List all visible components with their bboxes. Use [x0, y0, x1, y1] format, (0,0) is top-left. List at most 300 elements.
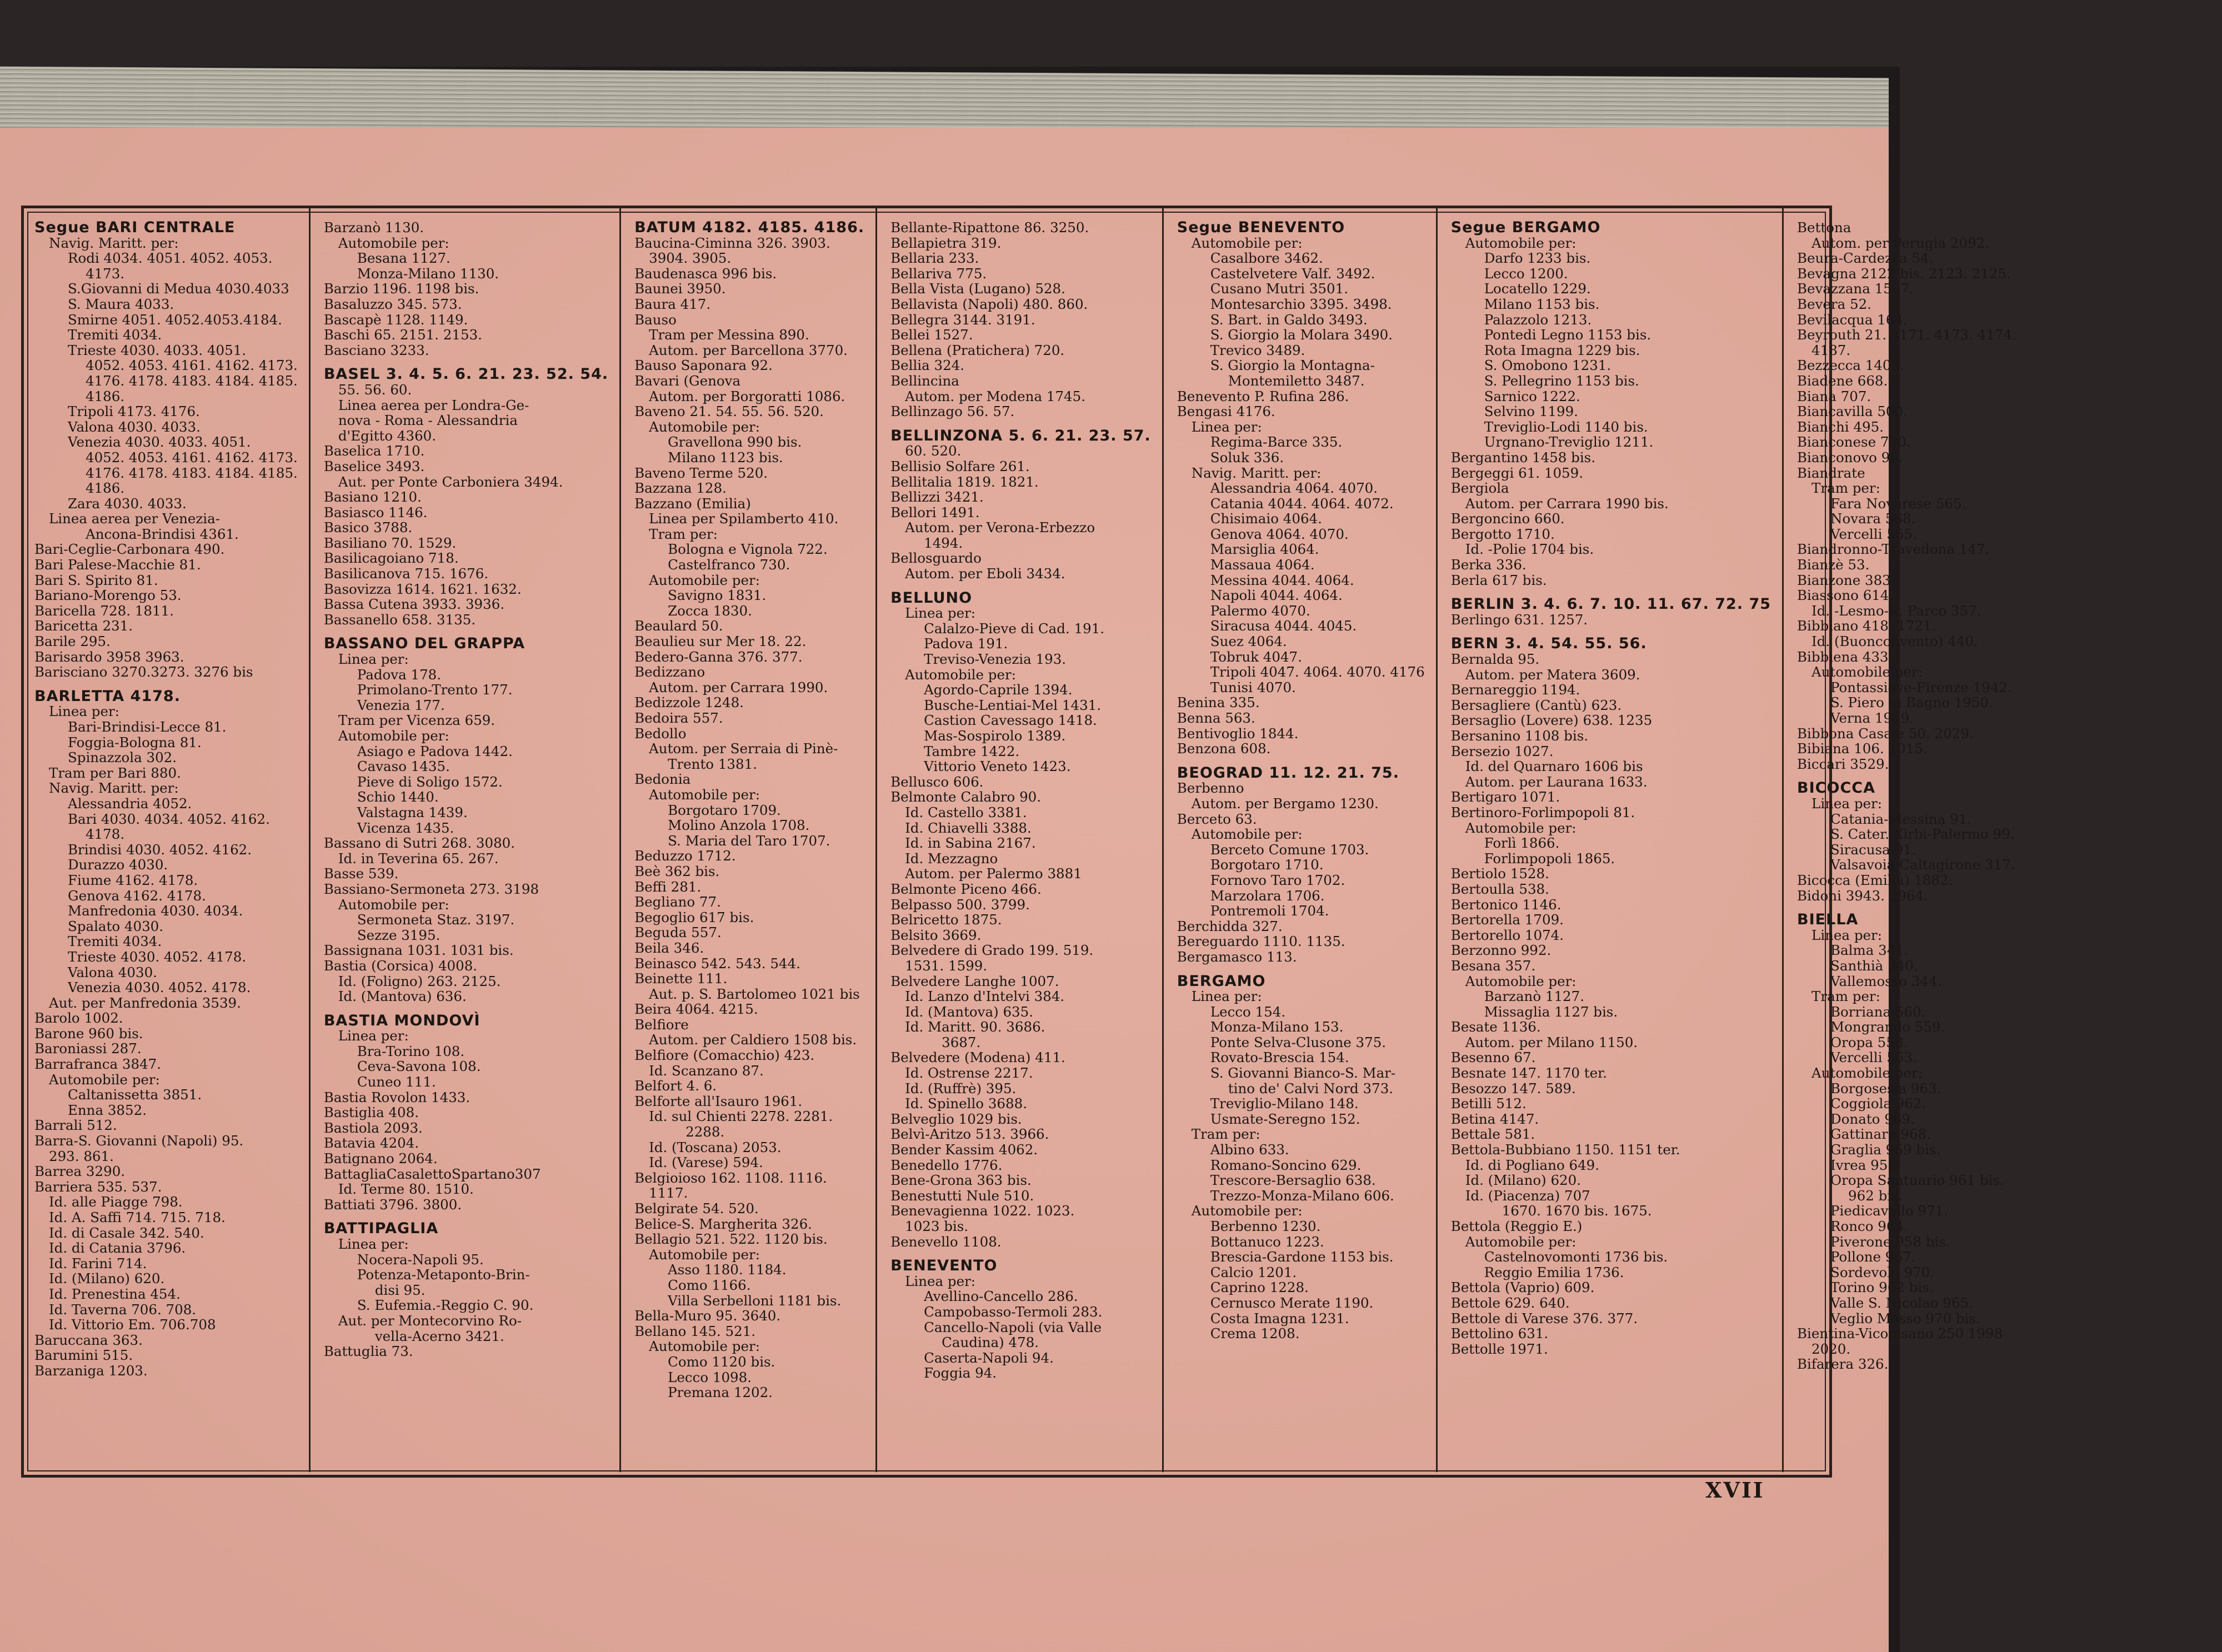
index-entry: Bianconovo 96.	[1797, 449, 1903, 465]
index-entry: vella-Acerno 3421.	[374, 1328, 504, 1344]
index-entry: Bevilacqua 164.	[1797, 311, 1908, 328]
index-entry: Linea per Spilamberto 410.	[649, 510, 839, 527]
index-entry: Spinazzola 302.	[68, 749, 177, 766]
index-entry: Tram per Messina 890.	[649, 327, 809, 343]
index-entry: Palermo 4070.	[1210, 602, 1310, 619]
index-entry: Autom. per Bergamo 1230.	[1191, 795, 1379, 812]
index-entry: Tram per:	[649, 525, 718, 542]
index-entry: Bettole 629. 640.	[1450, 1294, 1570, 1311]
index-entry: S. Maria del Taro 1707.	[668, 832, 830, 849]
index-entry: Montesarchio 3395. 3498.	[1210, 296, 1392, 312]
index-entry: Beè 362 bis.	[634, 863, 720, 879]
index-entry: 1531. 1599.	[905, 957, 988, 974]
index-entry: Linea per:	[1191, 988, 1262, 1005]
index-entry: Beyrouth 21. 4171. 4173. 4174.	[1797, 327, 2016, 343]
index-entry: Navig. Maritt. per:	[49, 780, 179, 797]
index-entry: Alessandria 4064. 4070.	[1210, 480, 1378, 497]
index-entry: Automobile per:	[1191, 826, 1303, 843]
index-entry: Id. Taverna 706. 708.	[49, 1301, 197, 1318]
index-entry: Venezia 4030. 4052. 4178.	[68, 979, 251, 996]
index-entry: Borgotaro 1709.	[668, 802, 781, 818]
index-entry: Rodi 4034. 4051. 4052. 4053.	[68, 250, 273, 267]
index-entry: Bettola-Bubbiano 1150. 1151 ter.	[1450, 1142, 1680, 1158]
index-entry: Urgnano-Treviglio 1211.	[1484, 434, 1654, 450]
index-entry: Caltanissetta 3851.	[68, 1087, 202, 1103]
index-entry: Bernalda 95.	[1450, 651, 1540, 668]
index-entry: Bergeggi 61. 1059.	[1450, 464, 1583, 481]
index-entry: Beaulard 50.	[634, 618, 723, 634]
index-entry: Id. (Mantova) 636.	[338, 988, 467, 1005]
index-entry: Caudina) 478.	[942, 1334, 1039, 1351]
index-entry: Barolo 1002.	[34, 1010, 123, 1027]
index-entry: Besate 1136.	[1450, 1019, 1541, 1035]
index-heading: BELLINZONA 5. 6. 21. 23. 57.	[890, 427, 1151, 444]
index-entry: Santhià 340.	[1830, 957, 1918, 974]
index-entry: Id. A. Saffi 714. 715. 718.	[49, 1209, 226, 1225]
index-entry: Bengasi 4176.	[1177, 403, 1275, 420]
index-entry: Bettola (Vaprio) 609.	[1450, 1279, 1595, 1296]
index-entry: tino de' Calvi Nord 373.	[1228, 1080, 1394, 1097]
index-entry: Piedicavallo 971.	[1830, 1203, 1948, 1219]
index-entry: Genova 4162. 4178.	[68, 887, 206, 904]
index-entry: S. Piero in Bagno 1950.	[1830, 694, 1993, 711]
index-entry: 962 bis.	[1848, 1187, 1903, 1204]
index-entry: Automobile per:	[649, 418, 760, 435]
index-entry: Vercelli 565.	[1830, 525, 1917, 542]
index-entry: Milano 1153 bis.	[1484, 296, 1600, 312]
index-entry: Barumini 515.	[34, 1347, 133, 1364]
index-entry: Padova 191.	[924, 635, 1008, 652]
index-entry: Pontedi Legno 1153 bis.	[1484, 327, 1652, 343]
index-entry: Tram per:	[1811, 480, 1880, 497]
index-entry: Selvino 1199.	[1484, 403, 1578, 420]
index-entry: Veglio Mosso 970 bis.	[1830, 1310, 1980, 1326]
index-entry: Barriera 535. 537.	[34, 1178, 162, 1195]
index-entry: Bevera 52.	[1797, 296, 1871, 312]
index-entry: Oropa 558.	[1830, 1034, 1908, 1050]
index-entry: Bertorella 1709.	[1450, 912, 1564, 928]
index-entry: Berka 336.	[1450, 557, 1527, 573]
index-entry: Caprino 1228.	[1210, 1279, 1309, 1296]
index-heading: Segue BERGAMO	[1450, 219, 1601, 236]
index-entry: Bertiolo 1528.	[1450, 865, 1549, 882]
index-entry: Belveglio 1029 bis.	[890, 1110, 1022, 1127]
index-entry: Battiati 3796. 3800.	[323, 1196, 462, 1213]
index-entry: Automobile per:	[649, 572, 760, 588]
index-entry: Automobile per:	[1465, 234, 1577, 251]
index-entry: Fornovo Taro 1702.	[1210, 872, 1345, 888]
index-entry: Bellagio 521. 522. 1120 bis.	[634, 1231, 828, 1248]
index-entry: Bedonia	[634, 771, 691, 788]
index-entry: Bazzano (Emilia)	[634, 495, 751, 512]
index-entry: Venezia 177.	[357, 697, 445, 713]
index-entry: Biancavilla 500.	[1797, 403, 1908, 420]
index-entry: Forlimpopoli 1865.	[1484, 850, 1615, 867]
index-entry: Beinette 111.	[634, 970, 728, 987]
index-entry: Biana 707.	[1797, 388, 1871, 404]
index-entry: Marsiglia 4064.	[1210, 541, 1319, 558]
index-entry: Id. Farini 714.	[49, 1255, 147, 1271]
index-entry: Darfo 1233 bis.	[1484, 250, 1591, 267]
index-entry: Brescia-Gardone 1153 bis.	[1210, 1249, 1394, 1265]
index-entry: Autom. per Caldiero 1508 bis.	[649, 1032, 857, 1048]
index-entry: Berbenno 1230.	[1210, 1218, 1321, 1234]
index-entry: Id. Vittorio Em. 706.708	[49, 1316, 216, 1333]
index-entry: Borgosesia 963.	[1830, 1080, 1941, 1097]
index-entry: Bettola (Reggio E.)	[1450, 1218, 1583, 1234]
index-entry: Begoglio 617 bis.	[634, 909, 754, 925]
index-entry: Baura 417.	[634, 296, 711, 312]
index-entry: Cuneo 111.	[357, 1074, 436, 1090]
index-entry: Bellena (Praticherа) 720.	[890, 342, 1065, 358]
index-column-6	[1438, 206, 1784, 1472]
index-entry: Besnate 147. 1170 ter.	[1450, 1065, 1607, 1082]
index-entry: Basiasco 1146.	[323, 504, 428, 520]
index-entry: 1670. 1670 bis. 1675.	[1502, 1203, 1652, 1219]
index-entry: Pollone 967.	[1830, 1249, 1916, 1265]
index-entry: Belmonte Piceno 466.	[890, 880, 1042, 897]
index-entry: Belfiore (Comacchio) 423.	[634, 1047, 815, 1064]
index-entry: Bertigaro 1071.	[1450, 789, 1560, 805]
index-entry: Bastia (Corsica) 4008.	[323, 957, 478, 974]
index-entry: Soluk 336.	[1210, 449, 1284, 465]
index-entry: Id. -Polie 1704 bis.	[1465, 541, 1594, 558]
index-entry: Bassiano-Sermoneta 273. 3198	[323, 880, 539, 897]
index-entry: Siracusa 91.	[1830, 841, 1916, 858]
index-entry: Mas-Sospirolo 1389.	[924, 728, 1066, 744]
index-entry: Benestutti Nule 510.	[890, 1187, 1034, 1204]
index-entry: Fiume 4162. 4178.	[68, 872, 198, 888]
index-entry: Borriana 560.	[1830, 1003, 1926, 1020]
index-entry: Linea per:	[338, 1236, 409, 1252]
index-entry: Alessandria 4052.	[68, 795, 192, 812]
index-entry: Id. di Pogliano 649.	[1465, 1157, 1600, 1173]
index-entry: Belvedere (Modena) 411.	[890, 1049, 1065, 1066]
index-entry: 4052. 4053. 4161. 4162. 4173.	[86, 449, 298, 465]
index-entry: 3687.	[942, 1034, 981, 1050]
index-entry: Torino 962 bis.	[1830, 1279, 1934, 1296]
index-entry: Id. Maritt. 90. 3686.	[905, 1019, 1045, 1035]
index-entry: Bersaglio (Lovere) 638. 1235	[1450, 712, 1653, 729]
index-entry: Bavari (Genova	[634, 372, 741, 389]
index-entry: Beira 4064. 4215.	[634, 1001, 758, 1018]
index-entry: Basovizza 1614. 1621. 1632.	[323, 580, 522, 597]
index-entry: Automobile per:	[1465, 973, 1577, 989]
index-column-3	[621, 206, 877, 1472]
index-entry: Villa Serbelloni 1181 bis.	[668, 1292, 842, 1309]
index-entry: Linea aerea per Venezia-	[49, 510, 221, 527]
index-entry: 4052. 4053. 4161. 4162. 4173.	[86, 357, 298, 374]
index-entry: Bettolle 1971.	[1450, 1340, 1548, 1357]
index-entry: Bedizzano	[634, 664, 705, 680]
index-entry: Bassanello 658. 3135.	[323, 611, 476, 628]
index-entry: Baroniassi 287.	[34, 1040, 142, 1057]
index-entry: Bettole di Varese 376. 377.	[1450, 1310, 1638, 1326]
index-entry: Catania 4044. 4064. 4072.	[1210, 495, 1394, 512]
index-entry: 1494.	[924, 534, 963, 551]
index-entry: Massaua 4064.	[1210, 557, 1315, 573]
index-entry: Bergantino 1458 bis.	[1450, 449, 1596, 465]
index-entry: Bella Vista (Lugano) 528.	[890, 281, 1065, 297]
index-entry: Autom. per Carrara 1990 bis.	[1465, 495, 1669, 512]
index-entry: Baselice 3493.	[323, 458, 425, 474]
index-entry: Bra-Torino 108.	[357, 1043, 465, 1059]
index-entry: Baricetta 231.	[34, 618, 133, 634]
index-entry: Monza-Milano 153.	[1210, 1019, 1344, 1035]
index-entry: Ivrea 958.	[1830, 1157, 1901, 1173]
index-entry: Barrafranca 3847.	[34, 1056, 162, 1073]
index-entry: Automobile per:	[1465, 819, 1577, 836]
index-entry: Gattinara 968.	[1830, 1126, 1931, 1143]
index-entry: Piverone 958 bis.	[1830, 1233, 1950, 1250]
index-heading: BARLETTA 4178.	[34, 687, 181, 705]
index-entry: S. Giorgio la Montagna-	[1210, 357, 1375, 374]
index-entry: Enna 3852.	[68, 1102, 147, 1118]
index-entry: Belvì-Aritzo 513. 3966.	[890, 1126, 1049, 1143]
index-entry: Regima-Barce 335.	[1210, 434, 1343, 450]
index-heading: BIELLA	[1797, 911, 1859, 929]
index-entry: Benina 335.	[1177, 694, 1260, 711]
index-entry: Bergoncino 660.	[1450, 510, 1565, 527]
index-heading: BENEVENTO	[890, 1257, 998, 1275]
index-entry: Autom. per Perugia 2092.	[1811, 234, 1990, 251]
index-entry: Belice-S. Margherita 326.	[634, 1215, 812, 1232]
index-entry: 4178.	[86, 826, 125, 843]
index-entry: Cernusco Merate 1190.	[1210, 1294, 1374, 1311]
index-entry: Autom. per Modena 1745.	[905, 388, 1085, 404]
index-entry: Autom. per Barcellona 3770.	[649, 342, 848, 358]
index-entry: Bauso	[634, 311, 677, 328]
index-entry: Barisardo 3958 3963.	[34, 648, 184, 665]
index-entry: Balma 341.	[1830, 942, 1909, 959]
index-entry: Id. (Toscana) 2053.	[649, 1139, 782, 1155]
index-entry: Linea per:	[905, 1273, 976, 1289]
index-entry: Bastiglia 408.	[323, 1104, 419, 1121]
index-entry: Beinasco 542. 543. 544.	[634, 955, 800, 972]
index-entry: Bender Kassim 4062.	[890, 1142, 1038, 1158]
index-entry: Gravellona 990 bis.	[668, 434, 802, 450]
index-entry: Vicenza 1435.	[357, 819, 454, 836]
index-entry: 4176. 4178. 4183. 4184. 4185.	[86, 464, 298, 481]
index-entry: Biassono 614.	[1797, 587, 1894, 604]
index-entry: Barzanò 1127.	[1484, 988, 1585, 1005]
index-entry: Belricetto 1875.	[890, 912, 1002, 928]
index-entry: Berlingo 631. 1257.	[1450, 611, 1588, 628]
index-entry: Fara Novarese 565.	[1830, 495, 1966, 512]
index-entry: Bellante-Ripattone 86. 3250.	[890, 219, 1089, 236]
index-entry: Pontremoli 1704.	[1210, 903, 1329, 919]
index-entry: 4187.	[1811, 342, 1851, 358]
index-entry: Automobile per:	[649, 786, 760, 803]
index-entry: Bianzone 383.	[1797, 572, 1895, 588]
index-entry: Beila 346.	[634, 939, 704, 956]
index-heading: BASEL 3. 4. 5. 6. 21. 23. 52. 54.	[323, 366, 609, 383]
index-entry: Id. Lanzo d'Intelvi 384.	[905, 988, 1065, 1005]
index-entry: Bedero-Ganna 376. 377.	[634, 648, 803, 665]
index-entry: Id. (Piacenza) 707	[1465, 1187, 1590, 1204]
index-entry: Bellizzi 3421.	[890, 489, 984, 505]
index-entry: Besana 1127.	[357, 250, 451, 267]
index-entry: S. Giorgio la Molara 3490.	[1210, 327, 1393, 343]
index-entry: 55. 56. 60.	[338, 381, 412, 398]
index-entry: Besana 357.	[1450, 957, 1536, 974]
index-entry: Rota Imagna 1229 bis.	[1484, 342, 1640, 358]
index-entry: Bibiana 106. 1015.	[1797, 740, 1928, 757]
index-entry: Bellori 1491.	[890, 504, 980, 520]
index-heading: BATUM 4182. 4185. 4186.	[634, 219, 865, 236]
index-entry: Ponte Selva-Clusone 375.	[1210, 1034, 1387, 1050]
index-entry: Bidoni 3943. 3964.	[1797, 887, 1928, 904]
index-entry: Bedoira 557.	[634, 710, 723, 726]
index-entry: Bazzana 128.	[634, 480, 727, 497]
index-entry: Bellaria 233.	[890, 250, 979, 267]
index-entry: Berla 617 bis.	[1450, 572, 1547, 588]
index-entry: Beguda 557.	[634, 924, 722, 941]
index-entry: Treviglio-Lodi 1140 bis.	[1484, 418, 1648, 435]
index-entry: Id. alle Piagge 798.	[49, 1194, 183, 1210]
index-entry: Bella-Muro 95. 3640.	[634, 1308, 781, 1324]
index-entry: Belmonte Calabro 90.	[890, 789, 1042, 805]
index-entry: Berzonno 992.	[1450, 942, 1552, 959]
index-heading: BERN 3. 4. 54. 55. 56.	[1450, 635, 1647, 653]
index-entry: Trevico 3489.	[1210, 342, 1305, 358]
index-entry: Bibbiano 418. 1721.	[1797, 618, 1936, 634]
index-entry: Sezze 3195.	[357, 927, 441, 943]
index-entry: Batignano 2064.	[323, 1150, 438, 1167]
index-entry: Linea per:	[1811, 795, 1882, 812]
index-entry: Napoli 4044. 4064.	[1210, 587, 1343, 604]
index-entry: Sordevolo 970.	[1830, 1264, 1934, 1280]
index-entry: Castelfranco 730.	[668, 557, 790, 573]
index-columns	[21, 206, 2016, 1472]
index-entry: Autom. per Milano 1150.	[1465, 1034, 1638, 1050]
index-entry: Lecco 1098.	[668, 1369, 752, 1385]
index-entry: Automobile per:	[649, 1246, 760, 1263]
index-entry: Bellitalia 1819. 1821.	[890, 473, 1039, 490]
index-entry: Bari-Brindisi-Lecce 81.	[68, 719, 227, 735]
index-entry: Berceto 63.	[1177, 810, 1257, 827]
index-column-1	[21, 206, 311, 1472]
index-entry: Barrali 512.	[34, 1117, 117, 1134]
index-entry: Biandrate	[1797, 464, 1865, 481]
index-entry: 2020.	[1811, 1340, 1851, 1357]
index-entry: Navig. Maritt. per:	[49, 234, 179, 251]
index-entry: Belvedere Langhe 1007.	[890, 973, 1059, 989]
index-entry: Automobile per:	[49, 1071, 160, 1088]
index-entry: Bifarera 326.	[1797, 1356, 1889, 1373]
index-entry: Como 1166.	[668, 1276, 751, 1293]
index-entry: Basaluzzo 345. 573.	[323, 296, 462, 312]
index-entry: Belsito 3669.	[890, 927, 982, 943]
index-entry: Graglia 969 bis.	[1830, 1142, 1941, 1158]
index-entry: Aut. per Montecorvino Ro-	[338, 1312, 522, 1329]
index-entry: Beaulieu sur Mer 18. 22.	[634, 633, 807, 650]
index-entry: Albino 633.	[1210, 1142, 1289, 1158]
index-entry: Lecco 154.	[1210, 1003, 1286, 1020]
index-entry: Trescore-Bersaglio 638.	[1210, 1172, 1376, 1189]
index-entry: Id. sul Chienti 2278. 2281.	[649, 1108, 833, 1125]
index-entry: Reggio Emilia 1736.	[1484, 1264, 1624, 1280]
index-entry: Baselica 1710.	[323, 443, 425, 459]
index-entry: Baschi 65. 2151. 2153.	[323, 327, 482, 343]
index-entry: Besenno 67.	[1450, 1049, 1536, 1066]
index-entry: Ronco 964.	[1830, 1218, 1908, 1234]
index-entry: Bauso Saponara 92.	[634, 357, 773, 374]
index-entry: Baucina-Ciminna 326. 3903.	[634, 234, 830, 251]
index-entry: Id. Chiavelli 3388.	[905, 819, 1032, 836]
index-entry: Automobile per:	[1465, 1233, 1577, 1250]
index-entry: Baruccana 363.	[34, 1331, 143, 1348]
index-entry: Basiliano 70. 1529.	[323, 534, 457, 551]
index-entry: Belgioioso 162. 1108. 1116.	[634, 1169, 827, 1186]
index-entry: Bereguardo 1110. 1135.	[1177, 933, 1345, 950]
index-entry: Bezzecca 1403.	[1797, 357, 1904, 374]
index-entry: Spalato 4030.	[68, 918, 164, 934]
index-heading: BELLUNO	[890, 589, 973, 607]
index-entry: Vercelli 563.	[1830, 1049, 1917, 1066]
index-entry: Barrea 3290.	[34, 1163, 126, 1180]
index-entry: Biandronno-Travedona 147.	[1797, 541, 1990, 558]
index-entry: Belvedere di Grado 199. 519.	[890, 942, 1094, 959]
index-entry: Suez 4064.	[1210, 633, 1287, 650]
index-entry: 2288.	[685, 1124, 725, 1140]
index-entry: Asso 1180. 1184.	[668, 1261, 787, 1278]
index-heading: BICOCCA	[1797, 779, 1875, 797]
index-entry: Id. Terme 80. 1510.	[338, 1181, 474, 1198]
index-entry: Bettona	[1797, 219, 1851, 236]
index-entry: Barile 295.	[34, 633, 111, 650]
index-entry: 4186.	[86, 388, 125, 404]
index-entry: Durazzo 4030.	[68, 857, 168, 873]
index-entry: Id. (Varese) 594.	[649, 1154, 763, 1171]
index-entry: Bicocca (Emilia) 1882.	[1797, 872, 1953, 888]
index-entry: Valstagna 1439.	[357, 804, 468, 820]
index-heading: BATTIPAGLIA	[323, 1220, 439, 1238]
index-entry: Bariano-Morengo 53.	[34, 587, 182, 604]
index-entry: Bettale 581.	[1450, 1126, 1535, 1143]
index-entry: Bersezio 1027.	[1450, 743, 1554, 759]
index-entry: Bottanuco 1223.	[1210, 1233, 1324, 1250]
index-entry: Foggia 94.	[924, 1365, 997, 1381]
index-entry: S. Cater. Xirbi-Palermo 99.	[1830, 826, 2015, 843]
index-entry: Benzona 608.	[1177, 740, 1271, 757]
index-entry: Id. (Foligno) 263. 2125.	[338, 973, 501, 989]
index-entry: Bedizzole 1248.	[634, 694, 744, 711]
index-entry: Trento 1381.	[668, 755, 757, 772]
index-entry: Id. Castello 3381.	[905, 804, 1027, 820]
index-entry: Bellapietra 319.	[890, 234, 1002, 251]
index-entry: Autom. per Carrara 1990.	[649, 679, 828, 695]
index-entry: Basciano 3233.	[323, 342, 429, 358]
index-column-7	[1784, 206, 2028, 1472]
index-entry: Bibbona Casale 50. 2029.	[1797, 725, 1974, 742]
index-entry: Id. (Milano) 620.	[49, 1270, 165, 1287]
index-entry: Belforte all'Isauro 1961.	[634, 1093, 803, 1109]
index-entry: Trezzo-Monza-Milano 606.	[1210, 1187, 1394, 1204]
index-entry: Cancello-Napoli (via Valle	[924, 1319, 1102, 1335]
index-entry: Tambre 1422.	[924, 743, 1020, 759]
index-entry: Sarnico 1222.	[1484, 388, 1580, 404]
index-entry: Foggia-Bologna 81.	[68, 734, 202, 750]
index-entry: Sermoneta Staz. 3197.	[357, 912, 515, 928]
index-entry: Bergamasco 113.	[1177, 948, 1297, 965]
index-heading: Segue BARI CENTRALE	[34, 219, 236, 236]
index-entry: Aut. per Ponte Carboniera 3494.	[338, 473, 563, 490]
index-entry: Primolano-Trento 177.	[357, 682, 513, 698]
index-entry: Bianchi 495.	[1797, 418, 1884, 435]
index-entry: Bentivoglio 1844.	[1177, 725, 1299, 742]
index-entry: Battuglia 73.	[323, 1343, 413, 1360]
